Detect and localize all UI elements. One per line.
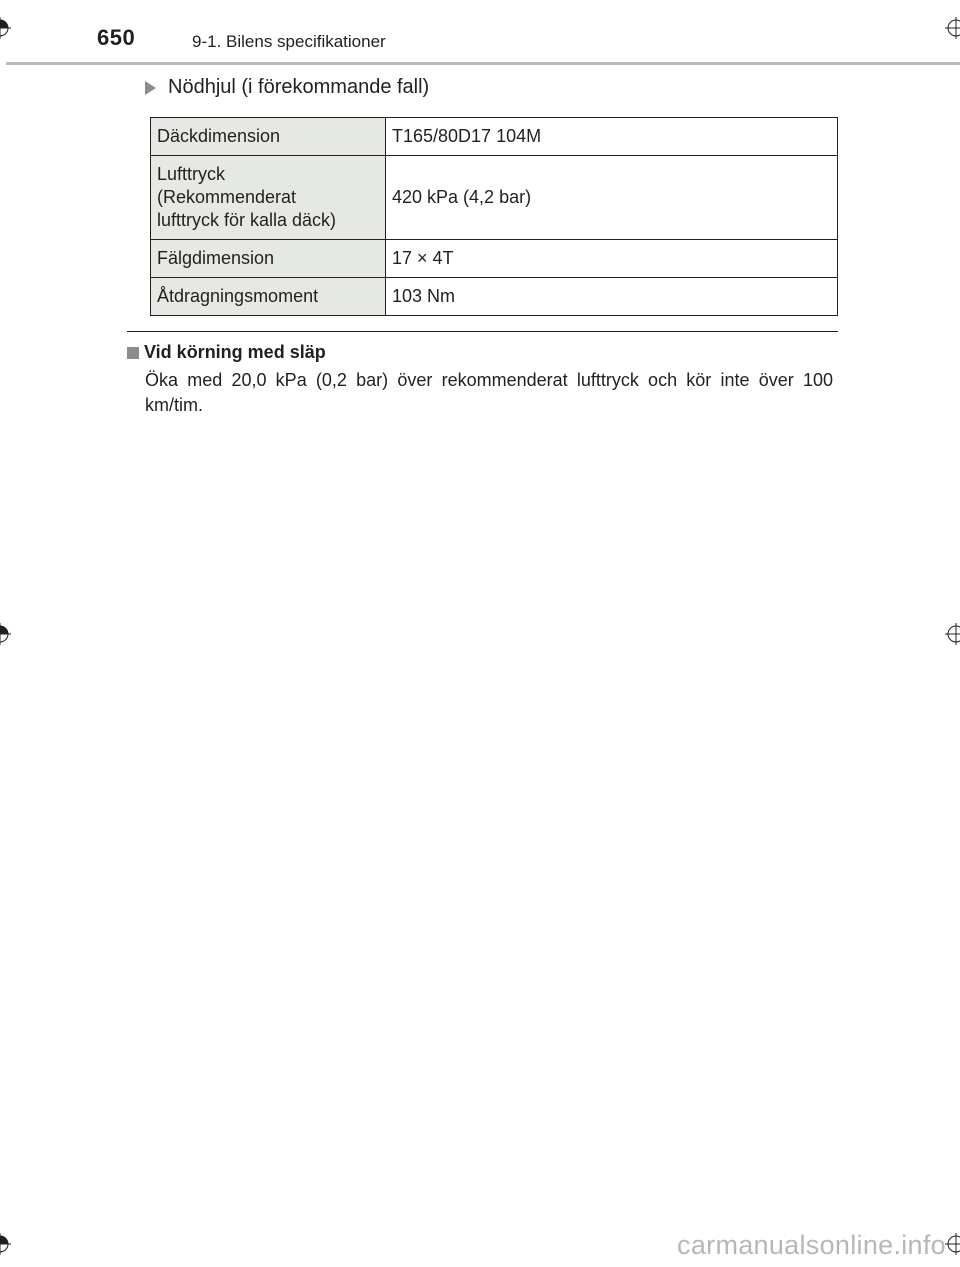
section-heading-text: Nödhjul (i förekommande fall) <box>168 76 430 98</box>
watermark: carmanualsonline.info <box>677 1230 946 1260</box>
note-divider <box>127 331 838 332</box>
crop-mark-icon <box>0 17 11 39</box>
spec-table <box>150 117 838 316</box>
triangle-bullet-icon <box>145 81 156 95</box>
table-row <box>151 240 838 278</box>
table-cell-label: Däckdimension <box>151 118 386 156</box>
note-heading <box>127 342 326 363</box>
table-cell-value: T165/80D17 104M <box>386 118 838 156</box>
section-heading <box>145 76 429 99</box>
page-number: 650 <box>97 25 136 50</box>
crop-mark-icon <box>945 623 960 645</box>
note-heading-text: Vid körning med släp <box>144 342 326 362</box>
table-cell-value: 17 × 4T <box>386 240 838 278</box>
crop-mark-icon <box>945 17 960 39</box>
note-text: Öka med 20,0 kPa (0,2 bar) över rekommenderat lufttryck och kör inte över 100 km/tim. <box>145 370 833 415</box>
crop-mark-icon <box>0 623 11 645</box>
table-cell-value: 420 kPa (4,2 bar) <box>386 156 838 240</box>
table-cell-label: Fälgdimension <box>151 240 386 278</box>
header-divider <box>6 62 960 65</box>
crop-mark-icon <box>945 1233 960 1255</box>
table-cell-label: Åtdragningsmoment <box>151 278 386 316</box>
table-row <box>151 278 838 316</box>
table-row <box>151 118 838 156</box>
table-cell-label: Lufttryck (Rekommenderat lufttryck för kalla däck) <box>151 156 386 240</box>
table-cell-value: 103 Nm <box>386 278 838 316</box>
table-row <box>151 156 838 240</box>
crop-mark-icon <box>0 1233 11 1255</box>
section-title: 9-1. Bilens specifikationer <box>192 32 386 51</box>
square-bullet-icon <box>127 347 139 359</box>
